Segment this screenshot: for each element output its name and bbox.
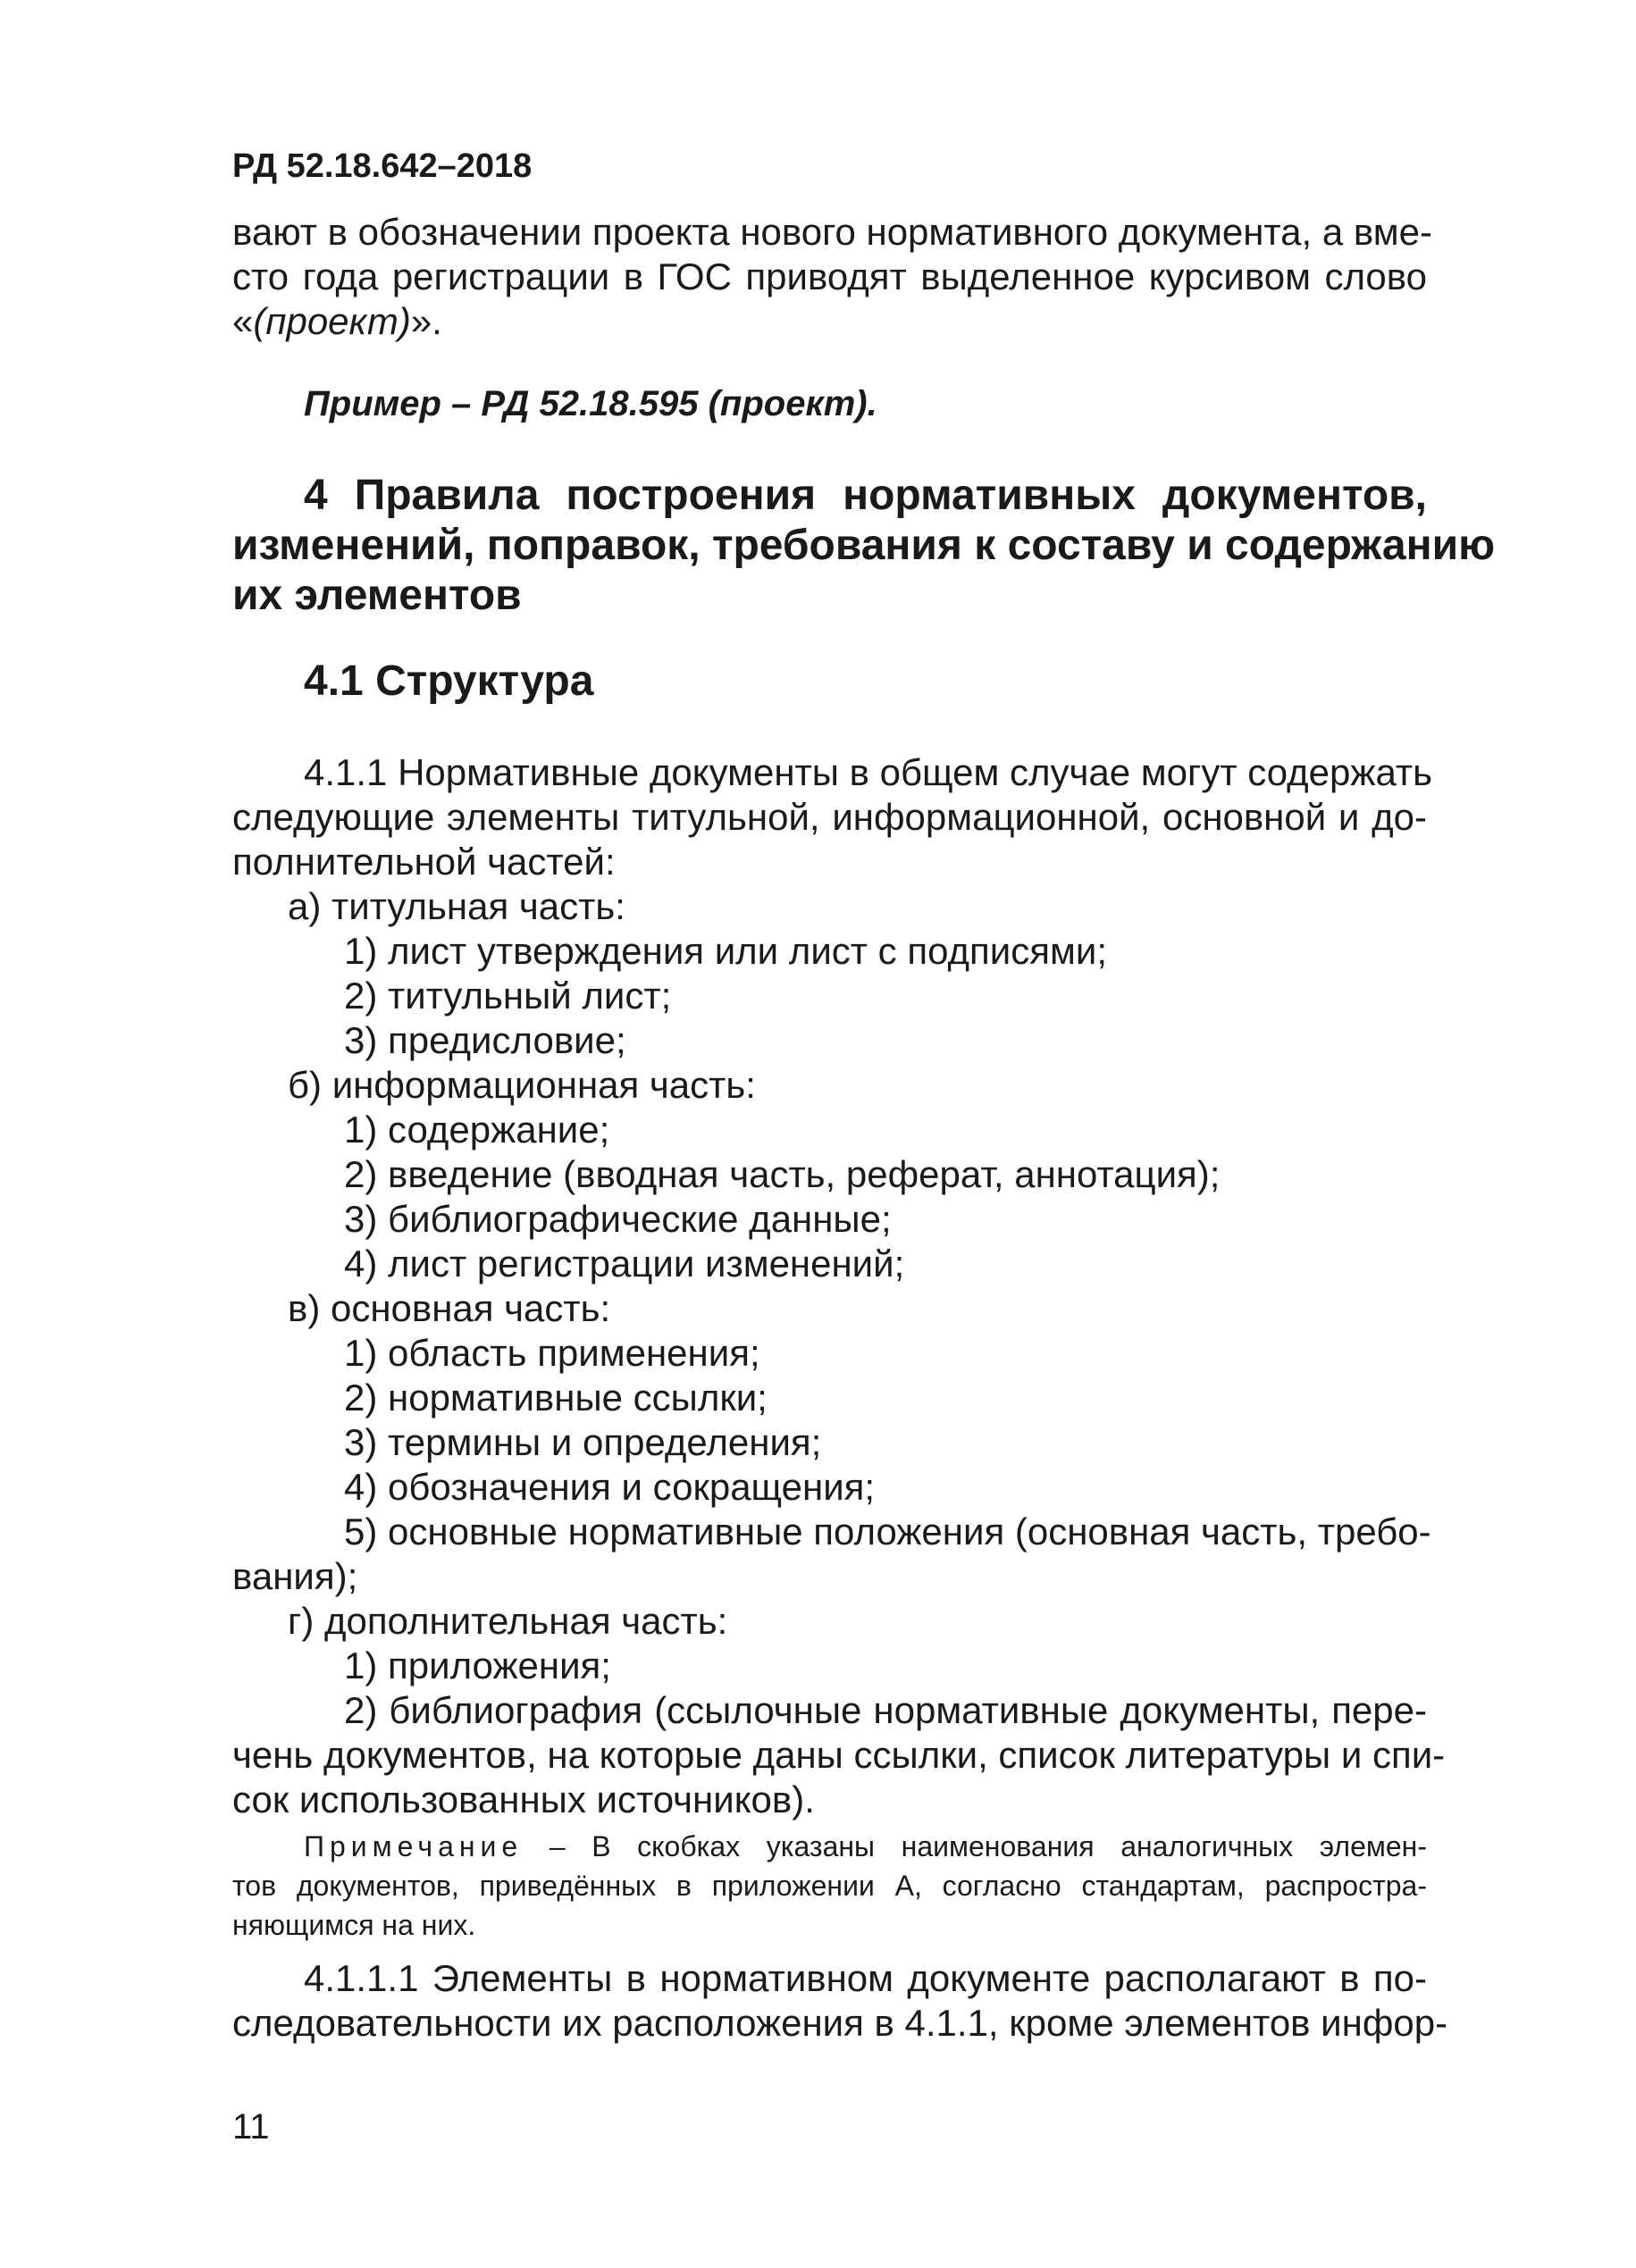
list-item-b-1: 1) содержание; — [344, 1109, 610, 1151]
list-item-c-4: 4) обозначения и сокращения; — [344, 1466, 876, 1508]
para-4-1-1-1-line-2: следовательности их расположения в 4.1.1, кроме элементов инфор- — [232, 2002, 1448, 2044]
section-4-heading-line-2: изменений, поправок, требования к составу и содержанию — [232, 522, 1496, 569]
page-number: 11 — [232, 2107, 270, 2147]
section-4-1-heading: 4.1 Структура — [304, 657, 594, 705]
list-item-b-3: 3) библиографические данные; — [344, 1198, 892, 1240]
list-item-b-2: 2) введение (вводная часть, реферат, аннотация); — [344, 1153, 1221, 1195]
list-item-d-2-line-2: чень документов, на которые даны ссылки, список литературы и спи- — [232, 1734, 1446, 1776]
list-item-d: г) дополнительная часть: — [288, 1600, 728, 1642]
section-4-heading-line-3: их элементов — [232, 572, 522, 619]
list-item-c-1: 1) область применения; — [344, 1332, 760, 1374]
para-4-1-1-line-3: полнительной частей: — [232, 841, 616, 883]
intro-italic-word: (проект) — [253, 300, 411, 342]
para-4-1-1-line-2: следующие элементы титульной, информационной, основной и до- — [232, 796, 1427, 838]
list-item-d-1: 1) приложения; — [344, 1645, 611, 1686]
list-item-b: б) информационная часть: — [288, 1064, 756, 1106]
document-code-header: РД 52.18.642–2018 — [232, 147, 533, 185]
intro-open-quote: « — [232, 300, 254, 342]
section-4-heading-line-1: 4 Правила построения нормативных документов, — [304, 472, 1427, 519]
list-item-c-5-line-2: вания); — [232, 1555, 358, 1597]
list-item-d-2-line-3: сок использованных источников). — [232, 1778, 815, 1820]
intro-close-quote: ». — [410, 300, 442, 342]
para-4-1-1-line-1: 4.1.1 Нормативные документы в общем случае могут содержать — [304, 751, 1433, 793]
example-line: Пример – РД 52.18.595 (проект). — [304, 384, 877, 423]
intro-line-2: сто года регистрации в ГОС приводят выделенное курсивом слово — [232, 255, 1427, 297]
list-item-b-4: 4) лист регистрации изменений; — [344, 1243, 905, 1285]
list-item-a-3: 3) предисловие; — [344, 1019, 626, 1061]
list-item-c: в) основная часть: — [288, 1287, 611, 1329]
list-item-c-3: 3) термины и определения; — [344, 1421, 822, 1463]
list-item-a: а) титульная часть: — [288, 885, 625, 927]
list-item-d-2-line-1: 2) библиография (ссылочные нормативные документы, пере- — [344, 1689, 1427, 1731]
list-item-a-2: 2) титульный лист; — [344, 975, 672, 1017]
note-line-1-text: – В скобках указаны наименования аналогичных элемен- — [523, 1830, 1427, 1862]
note-line-1 — [304, 1828, 1427, 1865]
intro-line-3 — [232, 299, 442, 344]
intro-line-1: вают в обозначении проекта нового нормативного документа, а вме- — [232, 211, 1432, 253]
list-item-c-2: 2) нормативные ссылки; — [344, 1377, 768, 1419]
list-item-a-1: 1) лист утверждения или лист с подписями; — [344, 930, 1107, 972]
para-4-1-1-1-line-1: 4.1.1.1 Элементы в нормативном документе располагают в по- — [304, 1957, 1427, 1999]
note-label: Примечание — [304, 1830, 524, 1862]
list-item-c-5-line-1: 5) основные нормативные положения (основная часть, требо- — [344, 1511, 1431, 1552]
note-line-2: тов документов, приведённых в приложении А, согласно стандартам, распростра- — [232, 1870, 1427, 1902]
note-line-3: няющимся на них. — [232, 1909, 476, 1941]
